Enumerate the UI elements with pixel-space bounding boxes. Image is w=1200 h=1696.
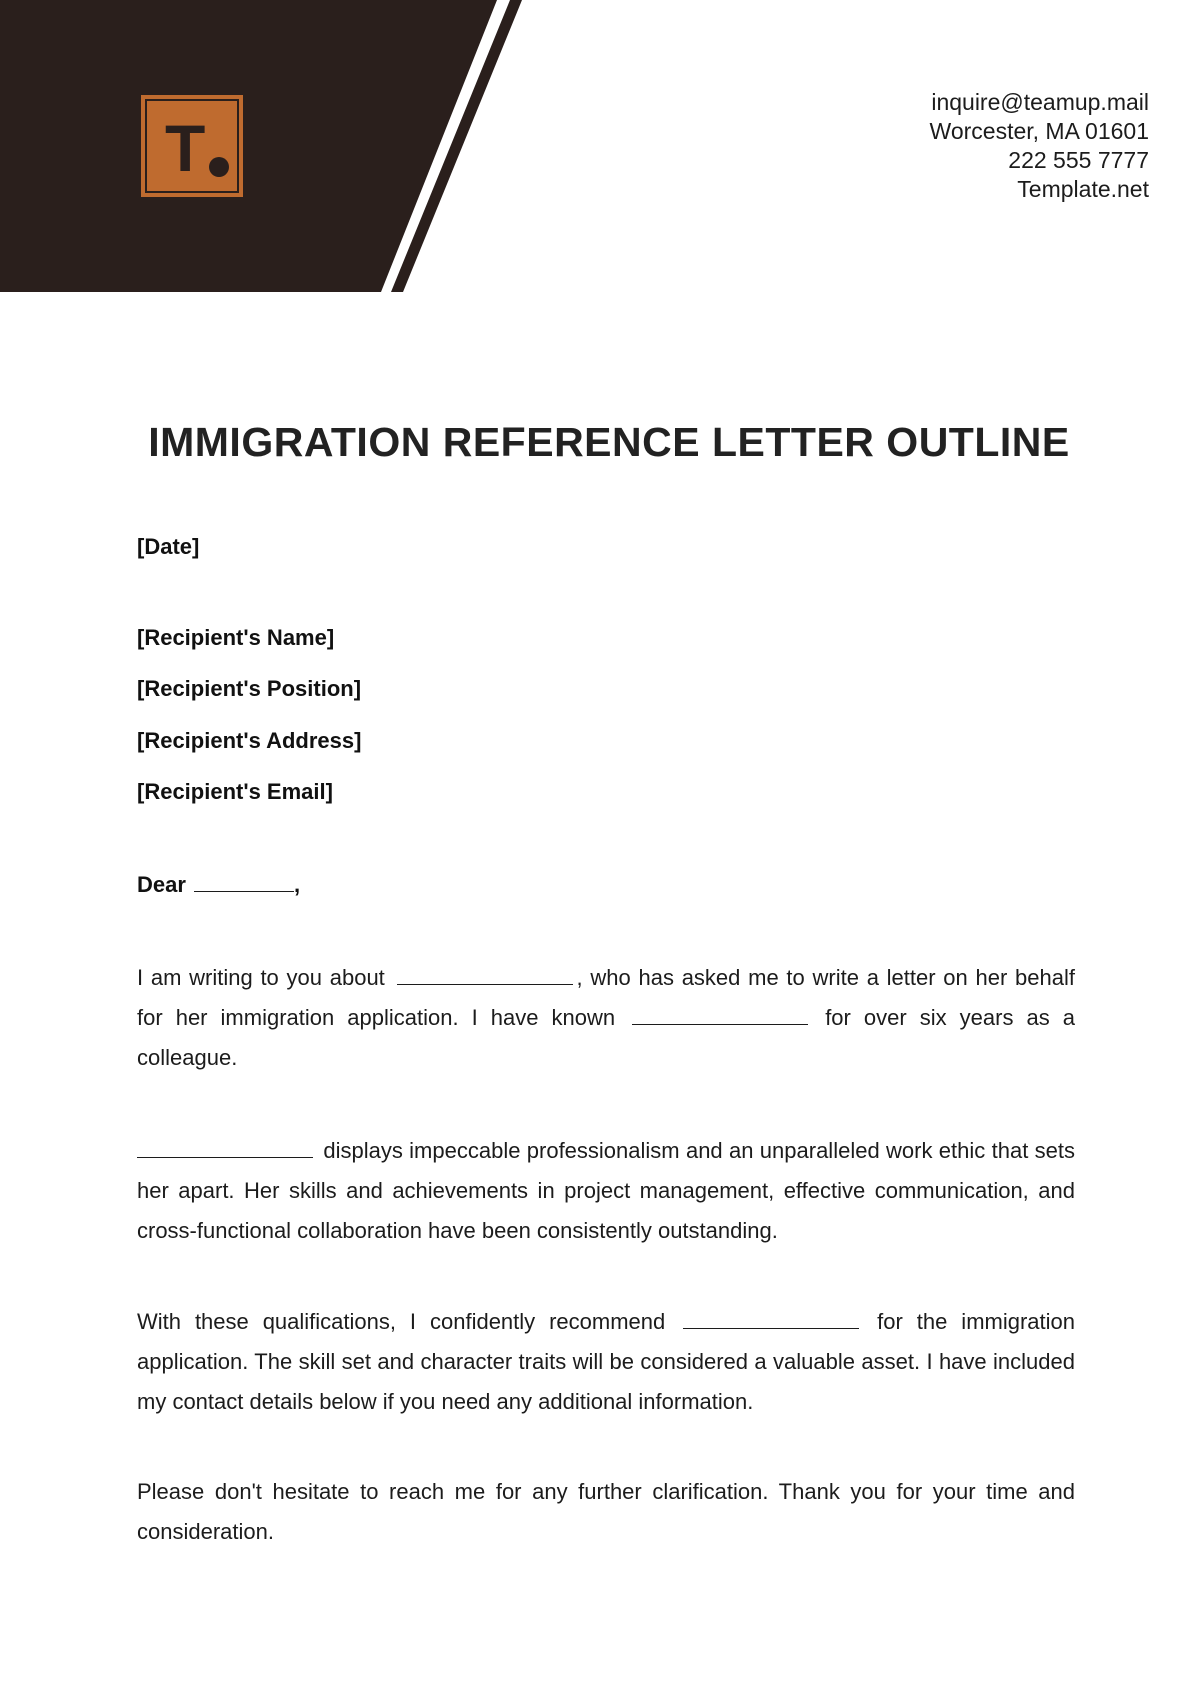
salutation-suffix: ,	[294, 872, 301, 897]
logo-letter: T	[165, 111, 206, 185]
logo-frame	[145, 99, 239, 193]
contact-phone: 222 555 7777	[1008, 147, 1149, 173]
header-banner	[0, 0, 560, 300]
paragraph-intro	[137, 958, 1075, 1078]
contact-address: Worcester, MA 01601	[929, 118, 1149, 144]
paragraph-intro-text-1: I am writing to you about	[137, 965, 385, 990]
recipient-name-field: [Recipient's Name]	[137, 625, 335, 650]
contact-email: inquire@teamup.mail	[931, 89, 1149, 115]
candidate-name-blank	[632, 1006, 808, 1025]
paragraph-recommendation	[137, 1302, 1075, 1422]
date-field: [Date]	[137, 534, 200, 559]
salutation	[137, 871, 300, 899]
paragraph-intro-text-2: , who has asked me to write a letter on her behalf for her immigration application. I have known	[137, 965, 1075, 1030]
logo-dot	[209, 157, 229, 177]
recipient-position-field: [Recipient's Position]	[137, 676, 362, 701]
salutation-prefix: Dear	[137, 872, 186, 897]
paragraph-closing: Please don't hesitate to reach me for any further clarification. Thank you for your time and consideration.	[137, 1479, 1075, 1544]
document-title: IMMIGRATION REFERENCE LETTER OUTLINE	[148, 419, 1070, 465]
paragraph-qualities-text: displays impeccable professionalism and an unparalleled work ethic that sets her apart. Her skills and achievements in project management, effective communication, and cross-functional collaboration have been consistently outstanding.	[137, 1138, 1075, 1243]
recipient-address-field: [Recipient's Address]	[137, 728, 362, 753]
recipient-email-field: [Recipient's Email]	[137, 779, 333, 804]
contact-website: Template.net	[1017, 176, 1149, 202]
paragraph-recommendation-text-2: for the immigration application. The skill set and character traits will be considered a valuable asset. I have included my contact details below if you need any additional information.	[137, 1309, 1076, 1414]
paragraph-qualities	[137, 1131, 1075, 1251]
contact-block	[930, 88, 1149, 204]
candidate-name-blank	[137, 1139, 313, 1158]
company-logo	[142, 96, 242, 196]
paragraph-recommendation-text-1: With these qualifications, I confidently recommend	[137, 1309, 666, 1334]
candidate-name-blank	[683, 1310, 859, 1329]
candidate-name-blank	[397, 966, 573, 985]
paragraph-intro-text-3: for over six years as a colleague.	[137, 1005, 1075, 1070]
header-dark-shape	[0, 0, 497, 292]
salutation-blank	[194, 873, 294, 892]
